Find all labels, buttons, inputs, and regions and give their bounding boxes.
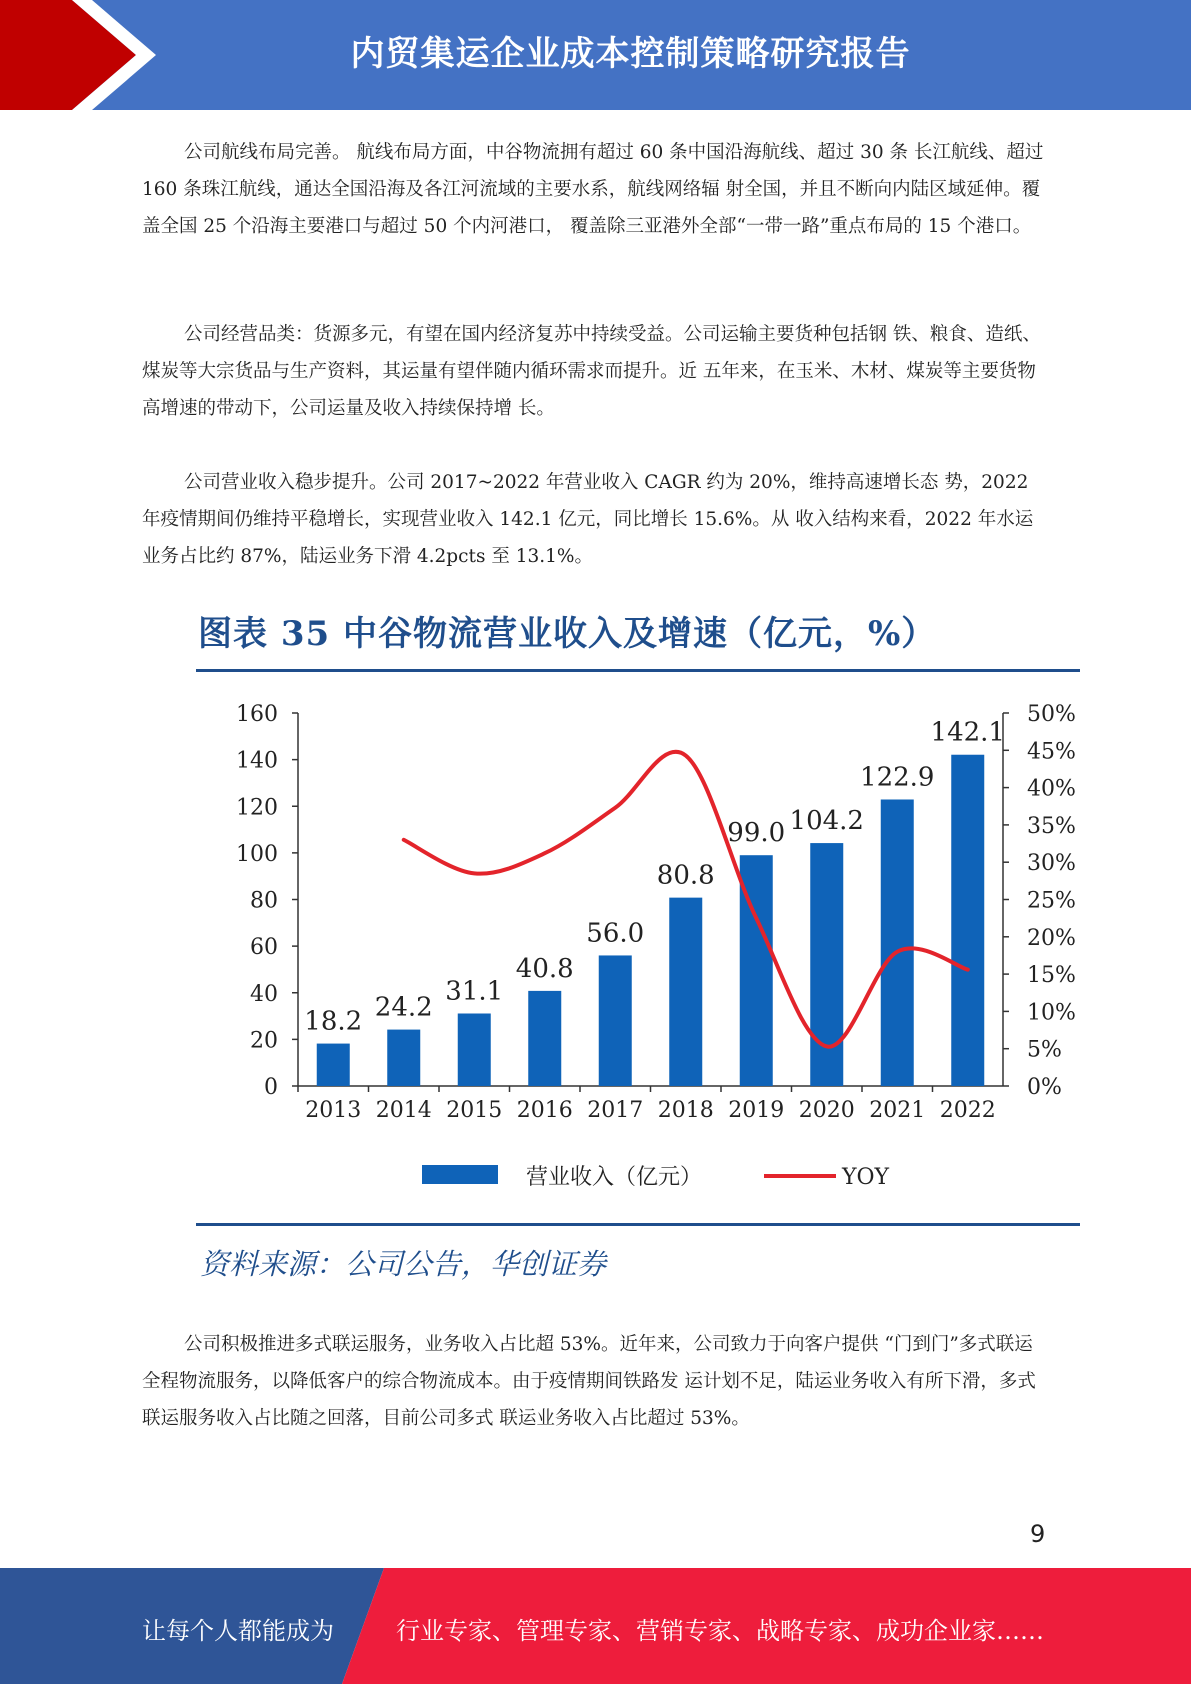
legend-line-label: YOY (842, 1165, 890, 1190)
legend-bar-swatch (422, 1165, 498, 1184)
left-tick-label: 120 (236, 795, 278, 821)
footer-slogan-right: 行业专家、管理专家、营销专家、战略专家、成功企业家…… (396, 1617, 1044, 1645)
bar-data-label: 142.1 (930, 717, 1005, 748)
yoy-line (404, 752, 968, 1047)
chart-title: 图表 35 中谷物流营业收入及增速（亿元，%） (198, 614, 937, 654)
header-chevron-icon (0, 0, 160, 110)
left-tick-label: 20 (250, 1028, 278, 1054)
revenue-bar (599, 955, 632, 1086)
chart-bottom-rule (196, 1223, 1080, 1226)
x-tick-label: 2022 (939, 1098, 996, 1123)
bar-data-label: 40.8 (515, 953, 574, 984)
bar-data-label: 104.2 (789, 806, 864, 837)
paragraph-multimodal: 公司积极推进多式联运服务，业务收入占比超 53%。近年来，公司致力于向客户提供 “门到门”多式联运全程物流服务，以降低客户的综合物流成本。由于疫情期间铁路发 运计划不足，陆运业务收入有所下滑，多式联运服务收入占比随之回落，目前公司多式 联运业务收入占比超过 53%。 (142, 1334, 1036, 1429)
footer-slogan-left: 让每个人都能成为 (142, 1617, 334, 1645)
left-tick-label: 160 (236, 702, 278, 727)
report-title: 内贸集运企业成本控制策略研究报告 (350, 34, 911, 74)
x-tick-label: 2016 (516, 1098, 573, 1123)
right-tick-label: 25% (1027, 888, 1076, 914)
right-tick-label: 30% (1027, 851, 1076, 877)
revenue-bar (810, 843, 843, 1086)
x-tick-label: 2015 (446, 1098, 503, 1123)
left-tick-label: 60 (250, 935, 278, 961)
legend-bar-label: 营业收入（亿元） (526, 1165, 703, 1190)
page-header (0, 0, 1191, 110)
revenue-bar (881, 799, 914, 1086)
left-tick-label: 0 (264, 1075, 278, 1100)
x-tick-label: 2013 (305, 1098, 362, 1123)
bar-data-label: 24.2 (374, 992, 433, 1023)
right-tick-label: 35% (1027, 813, 1076, 839)
bar-data-label: 18.2 (304, 1006, 363, 1037)
right-tick-label: 10% (1027, 1000, 1076, 1026)
x-tick-label: 2019 (728, 1098, 785, 1123)
left-tick-label: 140 (236, 748, 278, 774)
left-tick-label: 40 (250, 981, 278, 1007)
revenue-bar (669, 898, 702, 1086)
right-tick-label: 0% (1027, 1075, 1062, 1100)
paragraph-route-layout: 公司航线布局完善。 航线布局方面，中谷物流拥有超过 60 条中国沿海航线、超过 30 条 长江航线、超过 160 条珠江航线，通达全国沿海及各江河流域的主要水系，航线网络辐 射全国，并且不断向内陆区域延伸。覆盖全国 25 个沿海主要港口与超过 50 个内河港口， 覆盖除三亚港外全部“一带一路”重点布局的 15 个港口。 (142, 142, 1044, 237)
bar-data-label: 56.0 (586, 918, 645, 949)
revenue-bar (528, 991, 561, 1086)
x-tick-label: 2017 (587, 1098, 644, 1123)
chart-top-rule (196, 669, 1080, 672)
bar-data-label: 80.8 (656, 860, 715, 891)
bar-data-label: 31.1 (445, 976, 504, 1007)
revenue-bar (951, 755, 984, 1086)
x-tick-label: 2020 (798, 1098, 855, 1123)
page-number: 9 (1030, 1520, 1046, 1548)
page-footer (0, 1568, 1191, 1684)
paragraph-cargo-types: 公司经营品类：货源多元，有望在国内经济复苏中持续受益。公司运输主要货种包括钢 铁、粮食、造纸、煤炭等大宗货品与生产资料，其运量有望伴随内循环需求而提升。近 五年来，在玉米、木材、煤炭等主要货物高增速的带动下，公司运量及收入持续保持增 长。 (142, 324, 1041, 419)
left-tick-label: 100 (236, 841, 278, 867)
chart-source: 资料来源：公司公告，华创证券 (200, 1247, 607, 1281)
left-tick-label: 80 (250, 888, 278, 914)
bar-data-label: 122.9 (860, 762, 935, 793)
right-tick-label: 5% (1027, 1037, 1062, 1063)
x-tick-label: 2021 (869, 1098, 926, 1123)
paragraph-revenue-growth: 公司营业收入稳步提升。公司 2017~2022 年营业收入 CAGR 约为 20%，维持高速增长态 势，2022 年疫情期间仍维持平稳增长，实现营业收入 142.1 亿元，同比增长 15.6%。从 收入结构来看，2022 年水运业务占比约 87%，陆运业务下滑 4.2pcts 至 13.1%。 (142, 472, 1034, 567)
right-tick-label: 20% (1027, 925, 1076, 951)
bar-data-label: 99.0 (727, 818, 786, 849)
x-tick-label: 2014 (375, 1098, 432, 1123)
right-tick-label: 50% (1027, 702, 1076, 727)
right-tick-label: 45% (1027, 739, 1076, 765)
right-tick-label: 40% (1027, 776, 1076, 802)
revenue-bar (317, 1044, 350, 1086)
right-tick-label: 15% (1027, 963, 1076, 989)
revenue-bar (387, 1030, 420, 1086)
revenue-bar (458, 1013, 491, 1086)
revenue-bar (740, 855, 773, 1086)
x-tick-label: 2018 (657, 1098, 714, 1123)
